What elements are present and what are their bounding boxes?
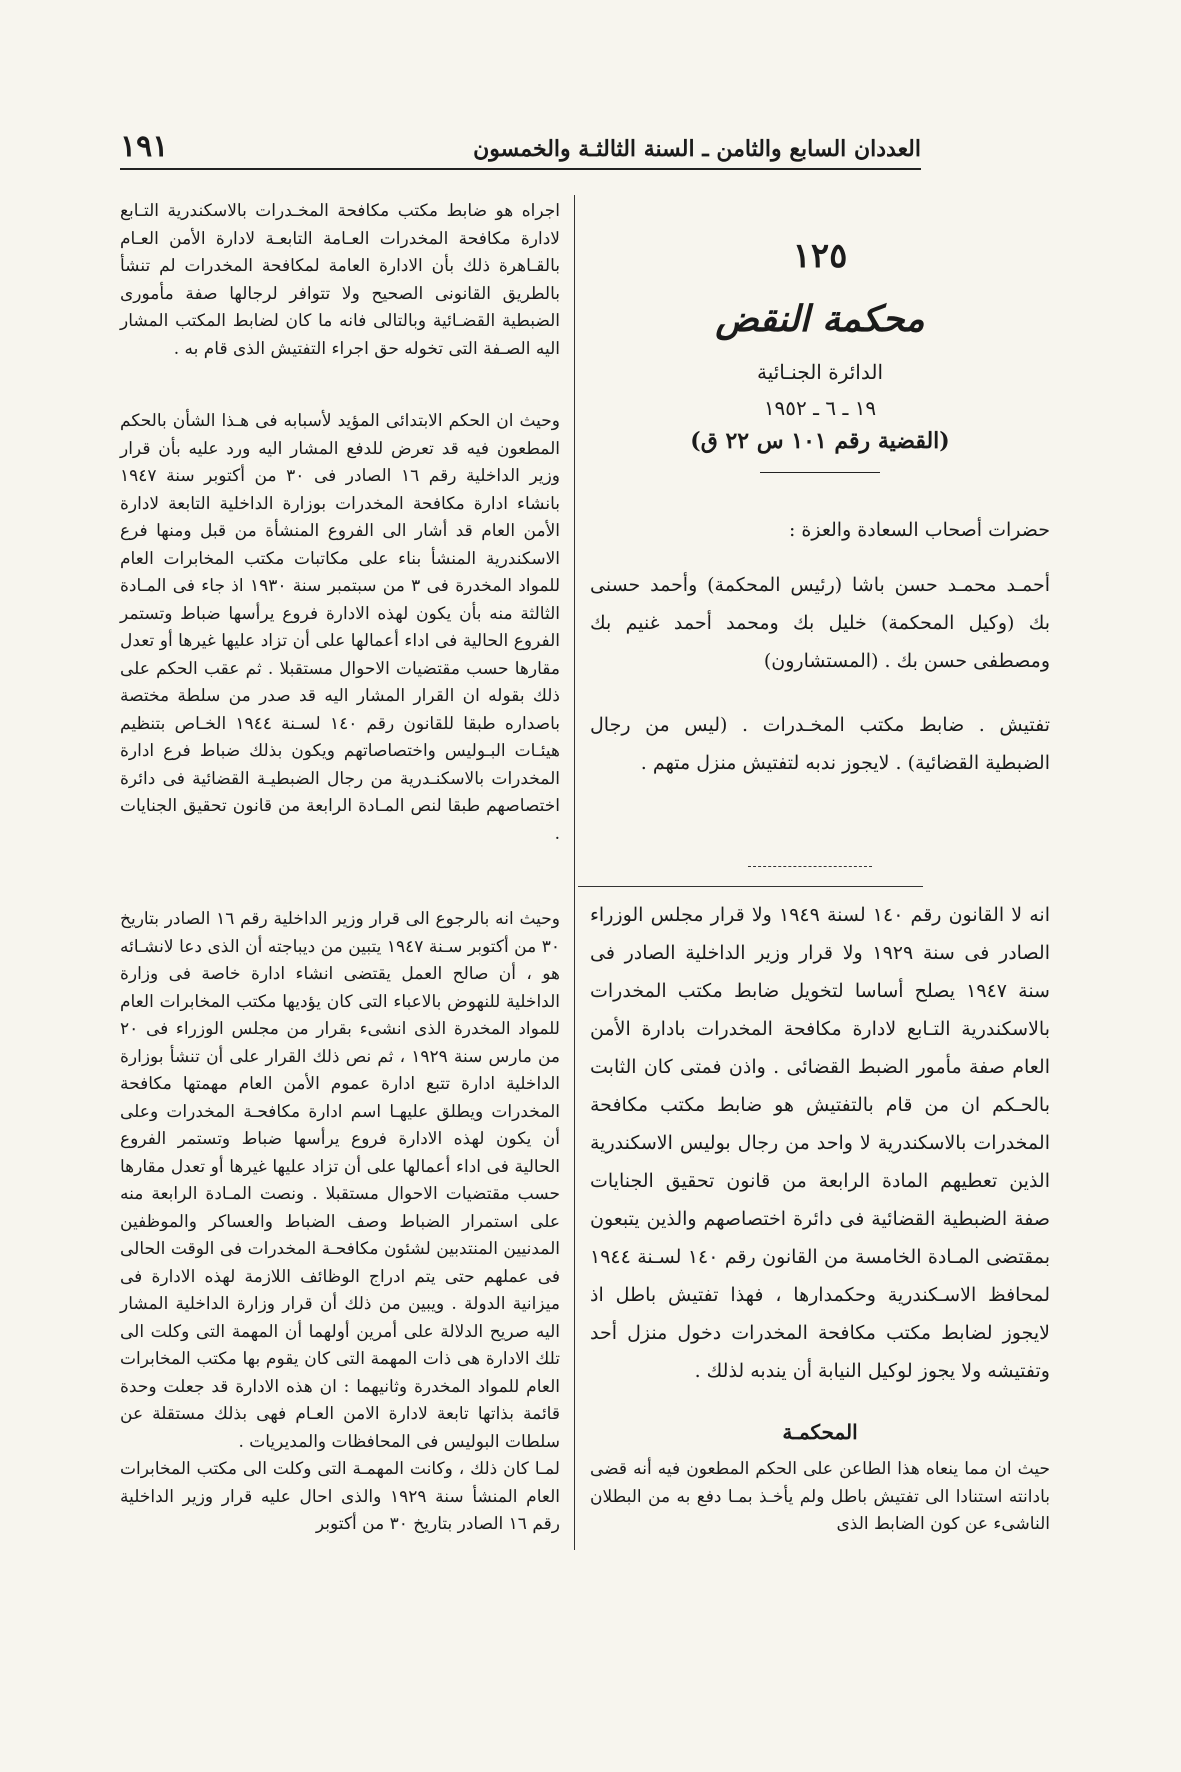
paragraph-text: اجراه هو ضابط مكتب مكافحة المخـدرات بالاسكندرية التـابع لادارة مكافحة المخدرات العـامة التابعـة لادارة الأمن العـام بالقـاهرة ذلك بأن الادارة العامة لمكافحة المخدرات لم تنشأ بالطريق القانونى الصحيح ولا تتوافر لرجالها صفة مأمورى الضبطية القضـائية وبالتالى فانه ما كان لضابط المكتب المشار اليه الصـفة التى تخوله حق اجراء التفتيش الذى قام به . xyxy=(120,201,560,359)
column-divider xyxy=(574,195,575,1550)
judges-list: أحمـد محمـد حسن باشا (رئيس المحكمة) وأحمد حسنى بك (وكيل المحكمة) خليل بك ومحمد أحمد غنيم بك ومصطفى حسن بك . (المستشارون) xyxy=(590,574,1050,672)
heading-rule xyxy=(760,472,880,473)
summary-text: تفتيش . ضابط مكتب المخـدرات . (ليس من رجال الضبطية القضائية) . لايجوز ندبه لتفتيش منزل متهم . xyxy=(590,714,1050,774)
paragraph-text: وحيث انه بالرجوع الى قرار وزير الداخلية رقم ١٦ الصادر بتاريخ ٣٠ من أكتوبر سـنة ١٩٤٧ يتبين من ديباجته أن الذى دعا لانشـائه هو ، أن صالح العمل يقتضى انشاء ادارة خاصة فى وزارة الداخلية للنهوض بالاعباء التى كان يؤديها مكتب المخابرات العام للمواد المخدرة الذى انشىء بقرار من مجلس الوزراء فى ٢٠ من مارس سنة ١٩٢٩ ، ثم نص ذلك القرار على أن تنشأ بوزارة الداخلية ادارة تتبع ادارة عموم الأمن العام مهمتها مكافحة المخدرات ويطلق عليهـا اسم ادارة مكافحـة المخدرات وعلى أن يكون لهذه الادارة فروع يرأسها ضباط وتستمر الفروع الحالية فى اداء أعمالها على أن تزاد عليها غيرها أو تعدل مقارها حسب مقتضيات الاحوال مستقبلا . ونصت المـادة الرابعة منه على استمرار الضباط وصف الضباط والعساكر والموظفين المدنيين المنتدبين لشئون مكافحـة المخدرات فى الوقت الحالى فى عملهم حتى يتم ادراج الوظائف اللازمة لهذه الادارة فى ميزانية الدولة . ويبين من ذلك أن قرار وزارة الداخلية المشار اليه صريح الدلالة على أمرين أولهما أن المهمة التى وكلت الى تلك الادارة هى ذات المهمة التى كان يقوم بها مكتب المخابرات العام للمواد المخدرة وثانيهما : ان هذه الادارة قد جعلت وحدة قائمة بذاتها تابعة لادارة الامن العـام فهى بذلك مستقلة عن سلطات البوليس فى المحافظات والمديريات . xyxy=(120,909,560,1452)
court-name: محكمة النقض xyxy=(715,298,925,340)
court-division: الدائرة الجنـائية xyxy=(756,360,883,384)
running-head: العددان السابع والثامن ـ السنة الثالثـة والخمسون xyxy=(473,136,921,162)
case-summary xyxy=(590,706,1050,782)
judgment-heading: المحكمـة xyxy=(782,1420,858,1444)
judges-label: حضرات أصحاب السعادة والعزة : xyxy=(788,519,1050,541)
page-header xyxy=(120,128,921,170)
left-paragraph-1 xyxy=(120,198,560,363)
left-paragraph-2 xyxy=(120,408,560,848)
left-paragraph-3 xyxy=(120,906,560,1539)
section-divider xyxy=(578,886,923,887)
case-number: ١٢٥ xyxy=(792,236,848,276)
page-number: ١٩١ xyxy=(120,129,169,164)
ruling-text: انه لا القانون رقم ١٤٠ لسنة ١٩٤٩ ولا قرار مجلس الوزراء الصادر فى سنة ١٩٢٩ ولا قرار وزير الداخلية الصادر فى سنة ١٩٤٧ يصلح أساسا لتخويل ضابط مكتب المخدرات بالاسكندرية التـابع لادارة مكافحة المخدرات بادارة الأمن العام صفة مأمور الضبط القضائى . واذن فمتى كان الثابت بالحـكم ان من قام بالتفتيش هو ضابط مكتب مكافحة المخدرات بالاسكندرية لا واحد من رجال بوليس الاسكندرية الذين تعطيهم المادة الرابعة من قانون تحقيق الجنايات صفة الضبطية القضائية فى دائرة اختصاصهم والذين يتبعون بمقتضى المـادة الخامسة من القانون رقم ١٤٠ لسـنة ١٩٤٤ لمحافظ الاسـكندرية وحكمدارها ، فهذا تفتيش باطل اذ لايجوز لضابط مكتب مكافحة المخدرات دخول منزل أحد وتفتيشه ولا يجوز لوكيل النيابة أن يندبه لذلك . xyxy=(590,904,1050,1382)
judgment-opening-text: حيث ان مما ينعاه هذا الطاعن على الحكم المطعون فيه أنه قضى بادانته استنادا الى تفتيش باطل ولم يأخـذ بمـا دفع به من البطلان الناشىء عن كون الضابط الذى xyxy=(590,1459,1050,1534)
paragraph-text: لمـا كان ذلك ، وكانت المهمـة التى وكلت الى مكتب المخابرات العام المنشأ سنة ١٩٢٩ والذى احال عليه قرار وزير الداخلية رقم ١٦ الصادر بتاريخ ٣٠ من أكتوبر xyxy=(120,1459,560,1534)
case-heading xyxy=(590,236,1050,473)
summary-rule xyxy=(748,866,872,867)
judgment-opening xyxy=(590,1456,1050,1539)
judges-section xyxy=(590,510,1050,680)
session-date: ١٩ ـ ٦ ـ ١٩٥٢ xyxy=(763,396,877,420)
case-reference: (القضية رقم ١٠١ س ٢٢ ق) xyxy=(690,428,950,454)
ruling-principle xyxy=(590,896,1050,1390)
paragraph-text: وحيث ان الحكم الابتدائى المؤيد لأسبابه فى هـذا الشأن بالحكم المطعون فيه قد تعرض للدفع المشار اليه ورد عليه بأن قرار وزير الداخلية رقم ١٦ الصادر فى ٣٠ من أكتوبر سنة ١٩٤٧ بانشاء ادارة مكافحة المخدرات بوزارة الداخلية التابعة لادارة الأمن العام قد أشار الى الفروع المنشأة من قبل ومنها فرع الاسكندرية المنشأ بناء على مكاتبات مكتب المخابرات العام للمواد المخدرة فى ٣ من سبتمبر سنة ١٩٣٠ اذ جاء فى المـادة الثالثة منه بأن يكون لهذه الادارة فروع يرأسها ضباط وتستمر الفروع الحالية فى اداء أعمالها على أن تزاد عليها غيرها أو تعدل مقارها حسب مقتضيات الاحوال مستقبلا . ثم عقب الحكم على ذلك بقوله ان القرار المشار اليه قد صدر من سلطة مختصة باصداره طبقا للقانون رقم ١٤٠ لسـنة ١٩٤٤ الخـاص بتنظيم هيئـات البـوليس واختصاصاتهم ويكون بذلك ضباط فرع ادارة المخدرات بالاسكنـدرية من رجال الضبطيـة القضائية فى دائرة اختصاصهم طبقا لنص المـادة الرابعة من قانون تحقيق الجنايات . xyxy=(120,411,560,844)
